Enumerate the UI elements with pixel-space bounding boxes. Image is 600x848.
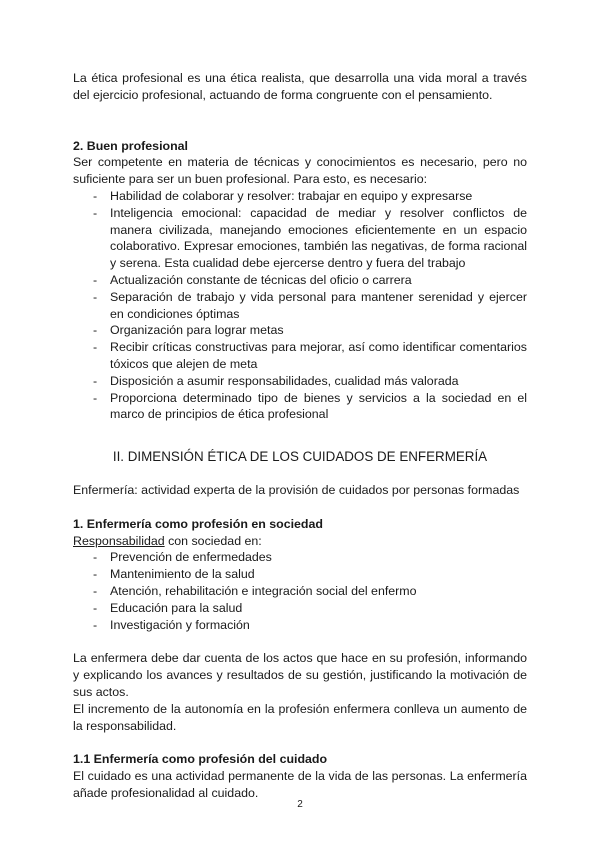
list-item: [73, 322, 527, 339]
list-item: [73, 272, 527, 289]
list-item: [73, 289, 527, 323]
dash-bullet: -: [93, 600, 98, 615]
list-item: [73, 339, 527, 373]
list-item-text: Prevención de enfermedades: [110, 550, 272, 565]
list-item: [73, 373, 527, 390]
list-item: [73, 583, 527, 600]
dash-bullet: -: [93, 340, 98, 355]
dash-bullet: -: [93, 205, 98, 220]
autonomy-paragraph: El incremento de la autonomía en la profesión enfermera conlleva un aumento de la responsabilidad.: [73, 701, 527, 733]
spacer: [73, 499, 527, 516]
list-item-text: Disposición a asumir responsabilidades, cualidad más valorada: [110, 373, 459, 388]
list-item-text: Educación para la salud: [110, 600, 243, 615]
dash-bullet: -: [93, 617, 98, 632]
dash-bullet: -: [93, 373, 98, 388]
list-item: [73, 617, 527, 634]
list-item-text: Organización para lograr metas: [110, 323, 284, 338]
list-item: [73, 188, 527, 205]
list-item: [73, 390, 527, 424]
spacer: [73, 466, 527, 482]
buen-profesional-paragraph: Ser competente en materia de técnicas y conocimientos es necesario, pero no suficiente para ser un buen profesional. Para esto, es necesario:: [73, 155, 527, 187]
responsabilidad-line: [73, 533, 527, 550]
spacer: [73, 104, 527, 138]
dash-bullet: -: [93, 583, 98, 598]
document-page: [73, 70, 527, 802]
accountability-paragraph: La enfermera debe dar cuenta de los actos que hace en su profesión, informando y explicando los avances y resultados de su gestión, justificando la motivación de sus actos.: [73, 651, 527, 699]
list-item: [73, 205, 527, 272]
spacer: [73, 633, 527, 650]
responsabilidad-rest: con sociedad en:: [164, 533, 262, 548]
buen-profesional-list: [73, 188, 527, 423]
dash-bullet: -: [93, 550, 98, 565]
list-item-text: Recibir críticas constructivas para mejorar, así como identificar comentarios tóxicos que alejen de meta: [110, 340, 527, 371]
dash-bullet: -: [93, 272, 98, 287]
list-item-text: Proporciona determinado tipo de bienes y servicios a la sociedad en el marco de principios de ética profesional: [110, 390, 527, 422]
list-item-text: Atención, rehabilitación e integración social del enfermo: [110, 583, 417, 598]
responsabilidad-list: [73, 549, 527, 633]
dash-bullet: -: [93, 289, 98, 304]
list-item-text: Mantenimiento de la salud: [110, 567, 255, 582]
dash-bullet: -: [93, 323, 98, 338]
buen-profesional-heading: 2. Buen profesional: [73, 138, 188, 153]
list-item: [73, 600, 527, 617]
page-number: 2: [297, 799, 303, 810]
enfermeria-definition: Enfermería: actividad experta de la provisión de cuidados por personas formadas: [73, 482, 520, 497]
intro-paragraph: La ética profesional es una ética realista, que desarrolla una vida moral a través del ejercicio profesional, actuando de forma congruente con el pensamiento.: [73, 71, 527, 102]
profesion-sociedad-heading: 1. Enfermería como profesión en sociedad: [73, 516, 323, 531]
list-item-text: Inteligencia emocional: capacidad de mediar y resolver conflictos de manera civilizada, manejando emociones eficientemente en un espacio colaborativo. Expresar emociones, también las negativas, de forma racional y serena. Esta cualidad debe ejercerse dentro y fuera del trabajo: [110, 205, 527, 271]
list-item: [73, 549, 527, 566]
spacer: [73, 734, 527, 751]
cuidado-paragraph: El cuidado es una actividad permanente de la vida de las personas. La enfermería añade profesionalidad al cuidado.: [73, 769, 527, 800]
list-item-text: Actualización constante de técnicas del oficio o carrera: [110, 272, 412, 287]
list-item-text: Investigación y formación: [110, 617, 250, 632]
spacer: [73, 423, 527, 449]
dash-bullet: -: [93, 567, 98, 582]
responsabilidad-word: Responsabilidad: [73, 533, 165, 548]
list-item-text: Habilidad de colaborar y resolver: trabajar en equipo y expresarse: [110, 188, 473, 203]
section-ii-title: II. DIMENSIÓN ÉTICA DE LOS CUIDADOS DE ENFERMERÍA: [112, 449, 488, 465]
list-item-text: Separación de trabajo y vida personal para mantener serenidad y ejercer en condiciones óptimas: [110, 289, 527, 321]
profesion-cuidado-heading: 1.1 Enfermería como profesión del cuidado: [73, 752, 328, 767]
dash-bullet: -: [93, 390, 98, 405]
dash-bullet: -: [93, 188, 98, 203]
list-item: [73, 566, 527, 583]
